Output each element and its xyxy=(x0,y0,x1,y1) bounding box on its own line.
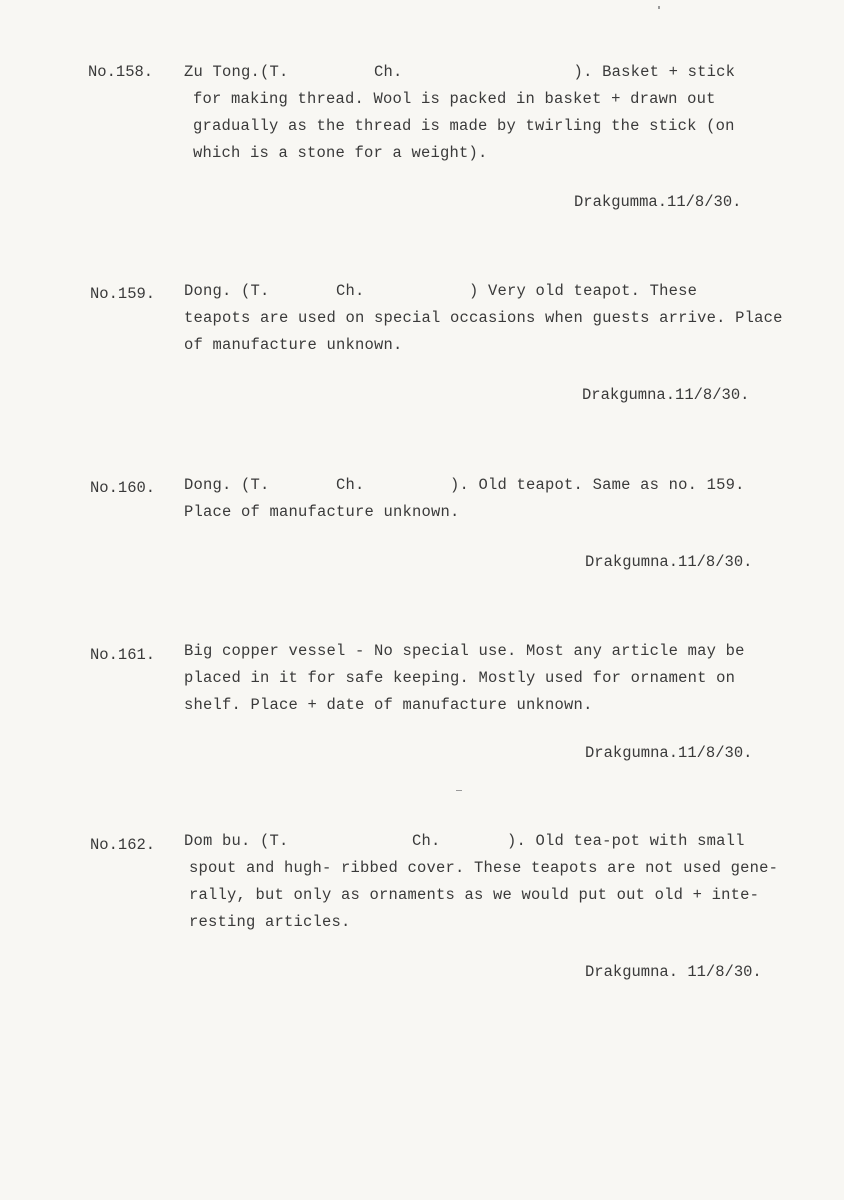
ink-speck xyxy=(658,6,660,9)
entry-line: Dong. (T. Ch. ). Old teapot. Same as no. 159. xyxy=(184,476,745,494)
location-date: Drakgumna.11/8/30. xyxy=(582,386,750,404)
location-date: Drakgumma.11/8/30. xyxy=(574,193,742,211)
entry-number: No.162. xyxy=(90,836,156,854)
entry-line: resting articles. xyxy=(189,913,351,931)
entry-line: which is a stone for a weight). xyxy=(193,144,488,162)
entry-line: Dong. (T. Ch. ) Very old teapot. These xyxy=(184,282,698,300)
entry-line: spout and hugh- ribbed cover. These teapots are not used gene- xyxy=(189,859,779,877)
entry-number: No.158. xyxy=(88,63,154,81)
entry-line: rally, but only as ornaments as we would put out old + inte- xyxy=(189,886,760,904)
location-date: Drakgumna.11/8/30. xyxy=(585,553,753,571)
entry-line: Dom bu. (T. Ch. ). Old tea-pot with small xyxy=(184,832,745,850)
entry-line: Zu Tong.(T. Ch. ). Basket + stick xyxy=(184,63,736,81)
ink-speck xyxy=(456,790,462,791)
location-date: Drakgumna. 11/8/30. xyxy=(585,963,762,981)
entry-line: placed in it for safe keeping. Mostly used for ornament on xyxy=(184,669,736,687)
entry-line: shelf. Place + date of manufacture unknown. xyxy=(184,696,593,714)
entry-line: Place of manufacture unknown. xyxy=(184,503,460,521)
entry-number: No.160. xyxy=(90,479,156,497)
entry-line: for making thread. Wool is packed in basket + drawn out xyxy=(193,90,716,108)
entry-line: teapots are used on special occasions when guests arrive. Place xyxy=(184,309,783,327)
entry-number: No.159. xyxy=(90,285,156,303)
location-date: Drakgumna.11/8/30. xyxy=(585,744,753,762)
entry-line: of manufacture unknown. xyxy=(184,336,403,354)
entry-line: Big copper vessel - No special use. Most any article may be xyxy=(184,642,745,660)
entry-number: No.161. xyxy=(90,646,156,664)
entry-line: gradually as the thread is made by twirling the stick (on xyxy=(193,117,735,135)
